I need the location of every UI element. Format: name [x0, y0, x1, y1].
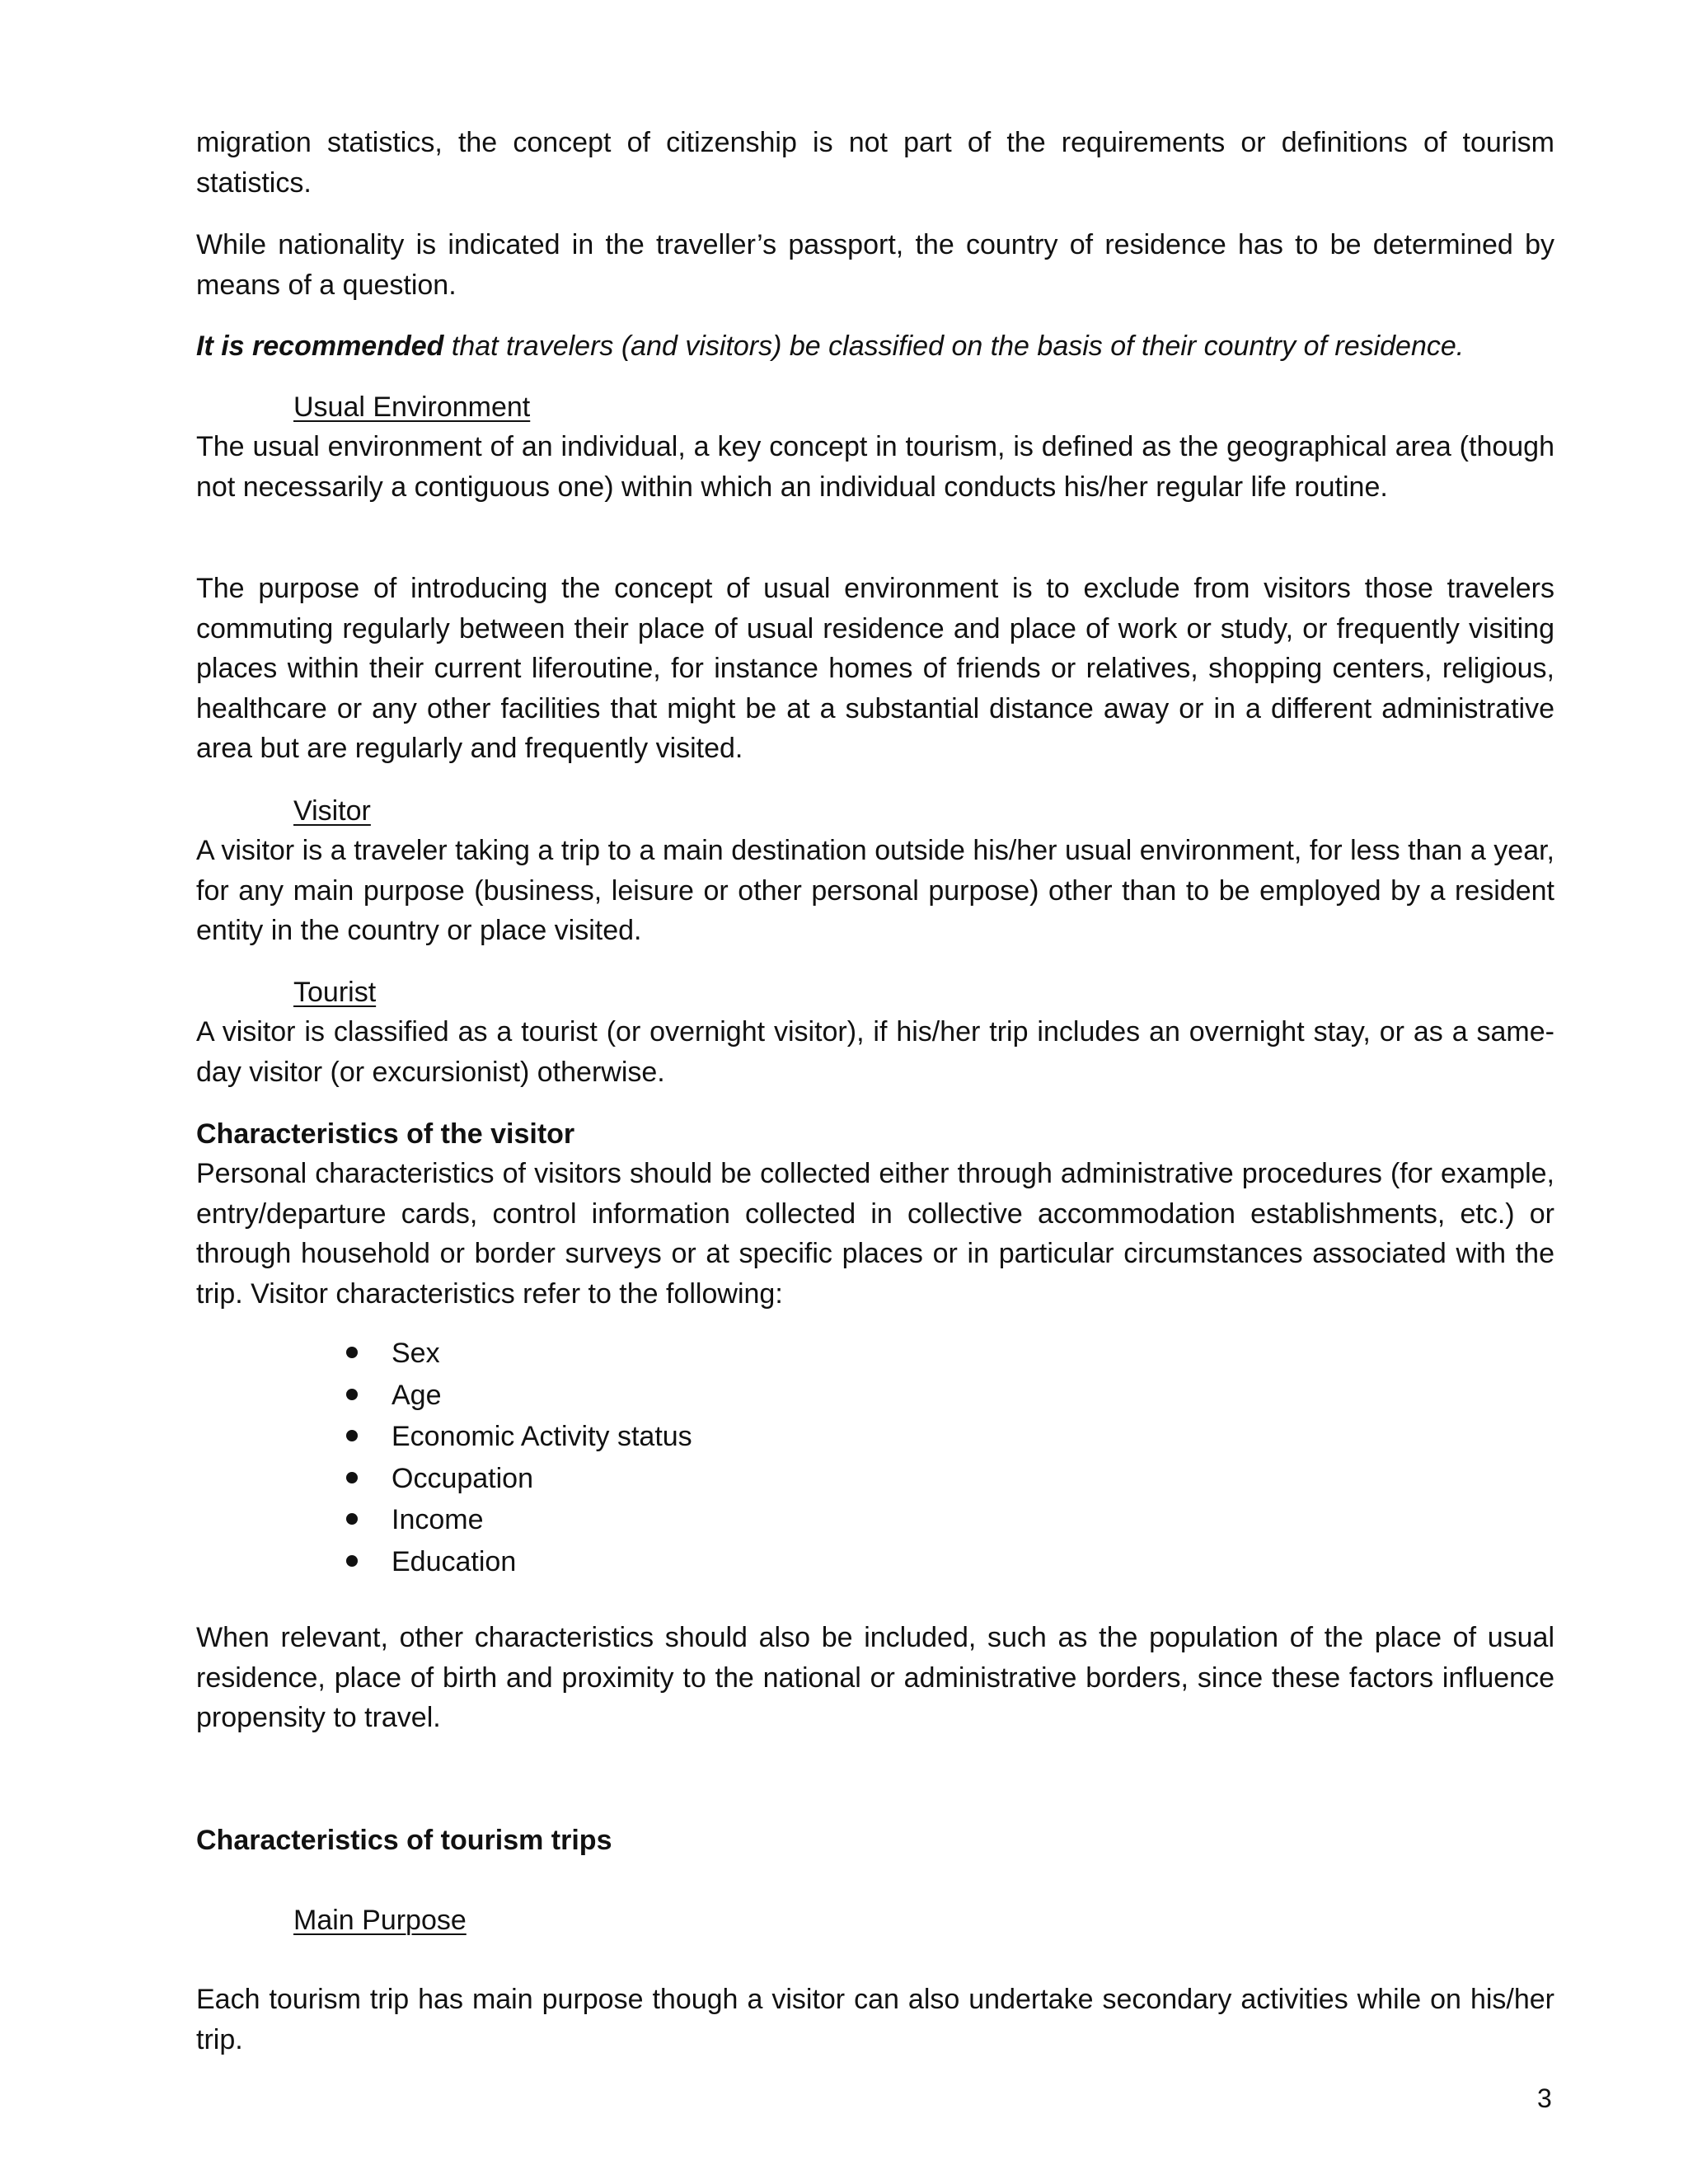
bullet-icon [346, 1347, 358, 1358]
list-item [346, 1333, 692, 1375]
bullet-icon [346, 1513, 358, 1525]
list-item-label: Occupation [392, 1462, 533, 1494]
recommendation-emphasis: It is recommended [196, 330, 444, 362]
list-item-label: Age [392, 1379, 442, 1411]
list-item-label: Income [392, 1504, 484, 1536]
paragraph-other-characteristics: When relevant, other characteristics should also be included, such as the population of the place of usual residence, place of birth and proximity to the national or administrative borders, since these factors influence propensity to travel. [196, 1622, 1554, 1734]
paragraph-recommendation [196, 326, 1554, 367]
paragraph-usual-environment-definition: The usual environment of an individual, a key concept in tourism, is defined as the geographical area (though not necessarily a contiguous one) within which an individual conducts his/her regular life routine. [196, 431, 1554, 503]
list-item [346, 1458, 692, 1500]
bullet-icon [346, 1472, 358, 1483]
paragraph-tourist-definition: A visitor is classified as a tourist (or overnight visitor), if his/her trip includes an overnight stay, or as a same-day visitor (or excursionist) otherwise. [196, 1016, 1554, 1088]
list-item [346, 1375, 692, 1417]
recommendation-text: that travelers (and visitors) be classified on the basis of their country of residence. [443, 330, 1465, 362]
paragraph-migration-statistics: migration statistics, the concept of citizenship is not part of the requirements or definitions of tourism statistics. [196, 127, 1554, 199]
paragraph-main-purpose: Each tourism trip has main purpose though a visitor can also undertake secondary activities while on his/her trip. [196, 1984, 1554, 2055]
heading-characteristics-visitor: Characteristics of the visitor [196, 1118, 575, 1150]
list-item-label: Sex [392, 1338, 440, 1369]
bullet-icon [346, 1389, 358, 1400]
heading-main-purpose: Main Purpose [293, 1905, 467, 1936]
paragraph-visitor-characteristics: Personal characteristics of visitors should be collected either through administrative procedures (for example, entry/departure cards, control information collected in collective accommodation establishments, etc.) or through household or border surveys or at specific places or in particular circumstances associated with the trip. Visitor characteristics refer to the following: [196, 1158, 1554, 1310]
paragraph-nationality: While nationality is indicated in the traveller’s passport, the country of residence has to be determined by means of a question. [196, 229, 1554, 301]
bullet-icon [346, 1555, 358, 1567]
heading-visitor: Visitor [293, 795, 371, 827]
list-item [346, 1541, 692, 1583]
visitor-characteristics-list [346, 1333, 692, 1583]
list-item [346, 1416, 692, 1458]
heading-usual-environment: Usual Environment [293, 391, 531, 423]
bullet-icon [346, 1430, 358, 1441]
page-number: 3 [1537, 2083, 1552, 2113]
heading-tourist: Tourist [293, 977, 377, 1008]
paragraph-visitor-definition: A visitor is a traveler taking a trip to a main destination outside his/her usual environment, for less than a year, for any main purpose (business, leisure or other personal purpose) other than to be employed by a resident entity in the country or place visited. [196, 835, 1554, 947]
list-item-label: Education [392, 1545, 517, 1577]
paragraph-usual-environment-purpose: The purpose of introducing the concept of usual environment is to exclude from visitors those travelers commuting regularly between their place of usual residence and place of work or study, or frequently visiting places within their current liferoutine, for instance homes of friends or relatives, shopping centers, religious, healthcare or any other facilities that might be at a substantial distance away or in a different administrative area but are regularly and frequently visited. [196, 573, 1554, 765]
list-item [346, 1499, 692, 1541]
heading-characteristics-trips: Characteristics of tourism trips [196, 1825, 612, 1856]
list-item-label: Economic Activity status [392, 1421, 692, 1453]
